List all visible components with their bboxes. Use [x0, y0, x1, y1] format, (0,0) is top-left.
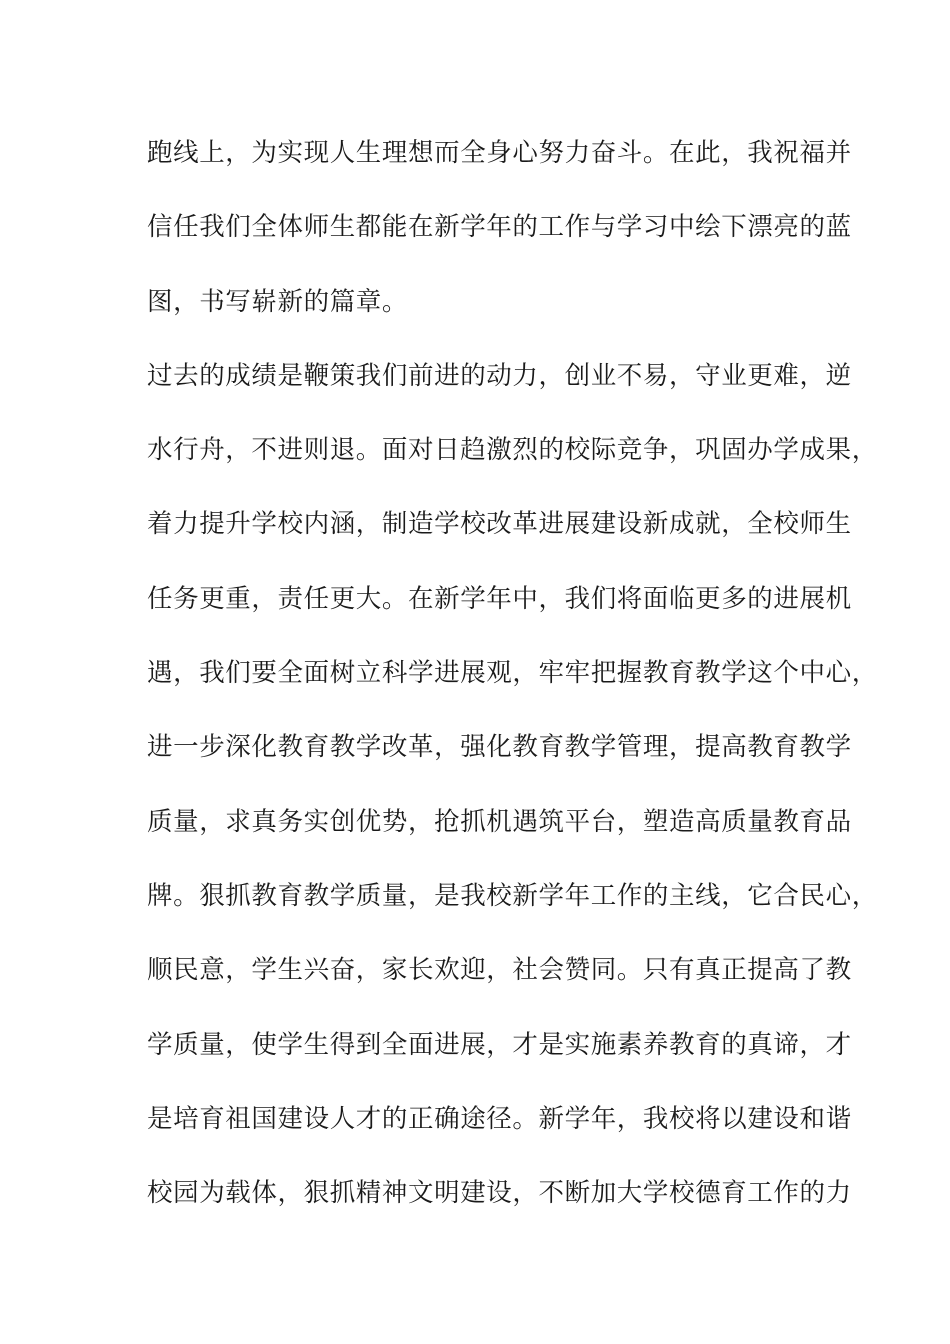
text-line: 水行舟，不进则退。面对日趋激烈的校际竞争，巩固办学成果， [147, 435, 878, 466]
text-line: 学质量，使学生得到全面进展，才是实施素养教育的真谛，才 [147, 1029, 852, 1060]
text-line: 任务更重，责任更大。在新学年中，我们将面临更多的进展机 [147, 583, 852, 614]
text-line: 信任我们全体师生都能在新学年的工作与学习中绘下漂亮的蓝 [147, 212, 852, 243]
text-line: 质量，求真务实创优势，抢抓机遇筑平台，塑造高质量教育品 [147, 806, 852, 837]
text-line: 顺民意，学生兴奋，家长欢迎，社会赞同。只有真正提高了教 [147, 955, 852, 986]
text-line: 跑线上，为实现人生理想而全身心努力奋斗。在此，我祝福并 [147, 138, 852, 168]
text-line: 图，书写崭新的篇章。 [147, 286, 409, 317]
body-text [147, 128, 878, 1242]
text-line: 校园为载体，狠抓精神文明建设，不断加大学校德育工作的力 [147, 1178, 852, 1209]
text-line: 着力提升学校内涵，制造学校改革进展建设新成就，全校师生 [147, 509, 852, 540]
text-line: 遇，我们要全面树立科学进展观，牢牢把握教育教学这个中心， [147, 658, 878, 689]
text-line: 牌。狠抓教育教学质量，是我校新学年工作的主线，它合民心， [147, 880, 878, 911]
text-line: 是培育祖国建设人才的正确途径。新学年，我校将以建设和谐 [147, 1103, 852, 1134]
text-line: 过去的成绩是鞭策我们前进的动力，创业不易，守业更难，逆 [147, 360, 852, 391]
text-line: 进一步深化教育教学改革，强化教育教学管理，提高教育教学 [147, 732, 852, 763]
